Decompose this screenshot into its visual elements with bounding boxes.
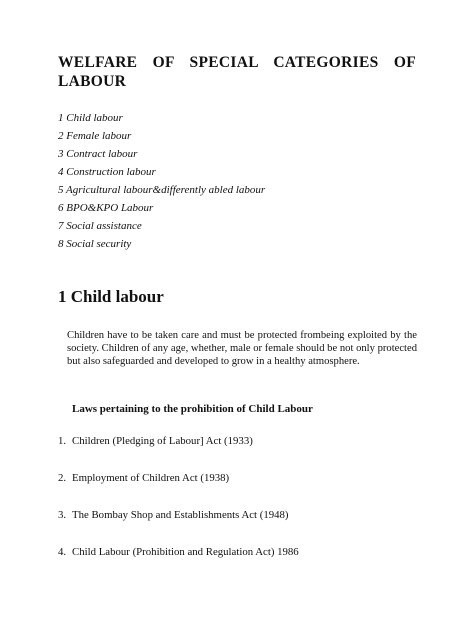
list-item-text: Children (Pledging of Labour] Act (1933) — [72, 435, 253, 447]
toc-item-social-security: 8 Social security — [58, 238, 132, 250]
list-item-number: 2. — [58, 472, 67, 484]
list-item-number: 4. — [58, 546, 67, 558]
list-item-text: Child Labour (Prohibition and Regulation Act) 1986 — [72, 546, 299, 558]
list-item — [58, 545, 299, 582]
title-line-2: LABOUR — [58, 73, 127, 90]
toc-item-construction-labour: 4 Construction labour — [58, 166, 156, 178]
toc-item-child-labour: 1 Child labour — [58, 112, 123, 124]
section-heading: 1 Child labour — [58, 287, 164, 306]
toc-item-bpo-kpo-labour: 6 BPO&KPO Labour — [58, 202, 154, 214]
toc-item-contract-labour: 3 Contract labour — [58, 148, 138, 160]
list-item — [58, 508, 299, 545]
toc-item-social-assistance: 7 Social assistance — [58, 220, 142, 232]
laws-heading: Laws pertaining to the prohibition of Child Labour — [72, 403, 313, 415]
toc-item-female-labour: 2 Female labour — [58, 130, 132, 142]
list-item-number: 3. — [58, 509, 67, 521]
toc-item-agricultural-labour: 5 Agricultural labour&differently abled labour — [58, 184, 266, 196]
laws-list — [58, 434, 299, 582]
document-title — [58, 53, 416, 91]
list-item-number: 1. — [58, 435, 67, 447]
list-item-text: The Bombay Shop and Establishments Act (1948) — [72, 509, 289, 521]
table-of-contents — [58, 109, 265, 253]
body-paragraph: Children have to be taken care and must be protected frombeing exploited by the society. Children of any age, whether, male or female should be not only protected but also safeguarded and developed to grow in a healthy atmosphere. — [67, 330, 417, 367]
title-line-1: WELFARE OF SPECIAL CATEGORIES OF — [58, 54, 416, 71]
list-item — [58, 471, 299, 508]
list-item-text: Employment of Children Act (1938) — [72, 472, 230, 484]
list-item — [58, 434, 299, 471]
